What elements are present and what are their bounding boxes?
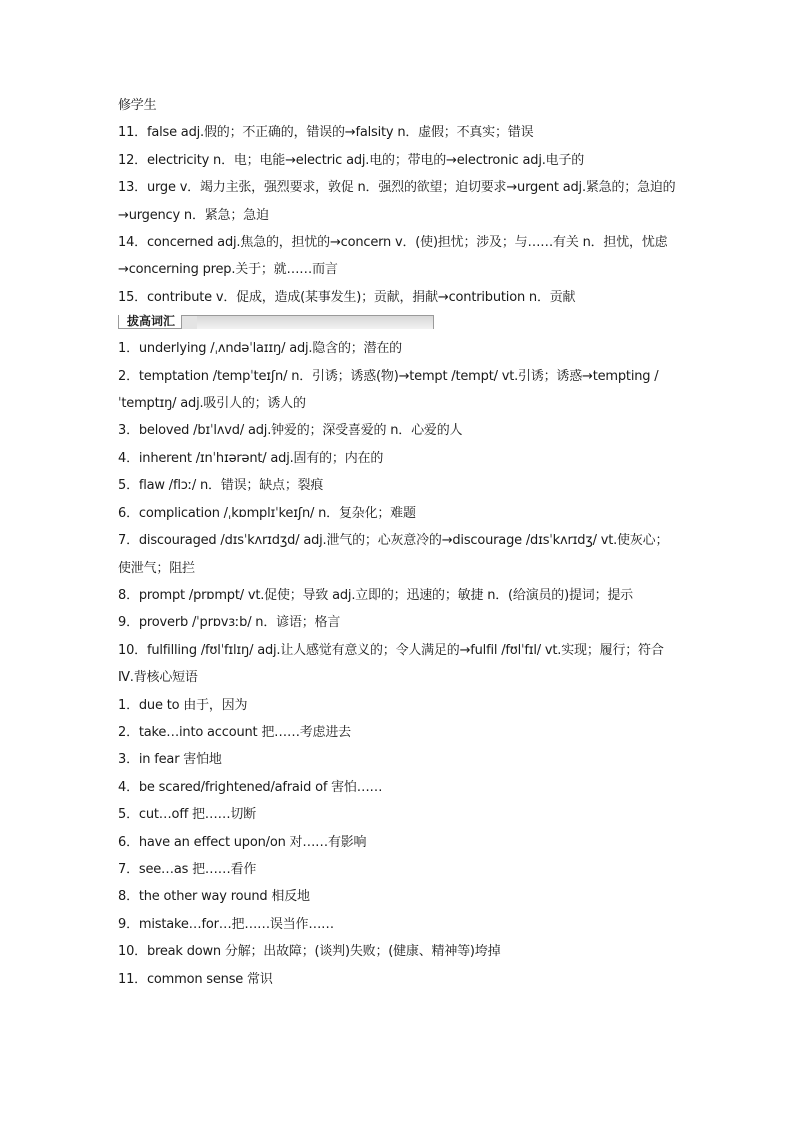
entry-text: common sense 常识	[146, 971, 273, 987]
entry-number: 11．	[118, 971, 147, 987]
entry-text: underlying /ˌʌndəˈlaɪɪŋ/ adj.隐含的；潜在的	[138, 341, 402, 357]
phrase-entry	[118, 856, 678, 883]
entry-number: 12．	[118, 152, 147, 168]
entry-number: 3．	[118, 752, 139, 768]
entry-number: 2．	[118, 368, 139, 384]
document-page	[118, 92, 678, 993]
phrase-entry	[118, 801, 678, 828]
entry-number: 9．	[118, 916, 139, 932]
word-entry	[118, 174, 678, 229]
phrase-entry	[118, 829, 678, 856]
entry-number: 9．	[118, 615, 139, 631]
entry-number: 3．	[118, 423, 139, 439]
entry-text: contribute v．促成，造成(某事发生)；贡献，捐献→contribution n．贡献	[146, 289, 576, 305]
entry-text: discouraged /dɪsˈkʌrɪdʒd/ adj.泄气的；心灰意冷的→discourage /dɪsˈkʌrɪdʒ/ vt.使灰心；使泄气；阻拦	[118, 533, 669, 576]
entry-text: inherent /ɪnˈhɪərənt/ adj.固有的；内在的	[138, 450, 384, 466]
basic-word-list	[118, 119, 678, 311]
entry-text: false adj.假的；不正确的，错误的→falsity n．虚假；不真实；错误	[146, 125, 534, 141]
word-entry	[118, 417, 678, 444]
entry-text: temptation /tempˈteɪʃn/ n．引诱；诱惑(物)→tempt /tempt/ vt.引诱；诱惑→tempting /ˈtemptɪŋ/ adj.吸引人的；诱人的	[118, 368, 659, 412]
section-header-shade	[197, 316, 433, 329]
section-header-box	[118, 315, 434, 329]
intro-text: 修学生	[118, 98, 157, 113]
entry-number: 10．	[118, 642, 147, 658]
word-entry	[118, 119, 678, 146]
entry-number: 14．	[118, 235, 147, 251]
phrase-entry	[118, 774, 678, 801]
entry-number: 8．	[118, 587, 139, 603]
entry-number: 7．	[118, 533, 139, 549]
entry-number: 13．	[118, 180, 147, 196]
entry-number: 6．	[118, 505, 139, 521]
entry-text: electricity n．电；电能→electric adj.电的；带电的→electronic adj.电子的	[146, 152, 585, 168]
entry-text: mistake…for…把……误当作……	[138, 916, 334, 932]
entry-number: 5．	[118, 807, 139, 823]
word-entry	[118, 500, 678, 527]
entry-text: due to 由于，因为	[138, 697, 248, 713]
entry-number: 4．	[118, 450, 139, 466]
entry-number: 10．	[118, 944, 147, 960]
entry-number: 2．	[118, 724, 139, 740]
entry-number: 1．	[118, 341, 139, 357]
entry-text: in fear 害怕地	[138, 752, 222, 768]
phrase-entry	[118, 746, 678, 773]
entry-number: 5．	[118, 478, 139, 494]
entry-text: the other way round 相反地	[138, 889, 310, 905]
phrase-entry	[118, 719, 678, 746]
phrase-entry	[118, 911, 678, 938]
word-entry	[118, 472, 678, 499]
section-title: 拔高词汇	[119, 315, 182, 329]
word-entry	[118, 637, 678, 664]
entry-number: 15．	[118, 289, 147, 305]
word-entry	[118, 335, 678, 362]
entry-number: 6．	[118, 834, 139, 850]
entry-text: concerned adj.焦急的，担忧的→concern v．(使)担忧；涉及；与……有关 n．担忧，忧虑→concerning prep.关于；就……而言	[118, 235, 668, 278]
word-entry	[118, 284, 678, 311]
word-entry	[118, 582, 678, 609]
entry-text: see…as 把……看作	[138, 861, 257, 877]
advanced-word-list	[118, 335, 678, 664]
entry-text: have an effect upon/on 对……有影响	[138, 834, 367, 850]
entry-number: 8．	[118, 889, 139, 905]
entry-text: flaw /flɔː/ n．错误；缺点；裂痕	[138, 478, 324, 494]
entry-number: 1．	[118, 697, 139, 713]
entry-text: be scared/frightened/afraid of 害怕……	[138, 779, 383, 795]
phrases-heading: Ⅳ.背核心短语	[118, 670, 198, 686]
entry-number: 4．	[118, 779, 139, 795]
phrase-entry	[118, 883, 678, 910]
entry-number: 7．	[118, 861, 139, 877]
entry-text: take…into account 把……考虑进去	[138, 724, 351, 740]
word-entry	[118, 527, 678, 582]
entry-text: beloved /bɪˈlʌvd/ adj.钟爱的；深受喜爱的 n．心爱的人	[138, 423, 463, 439]
phrase-entry	[118, 938, 678, 965]
word-entry	[118, 363, 678, 418]
word-entry	[118, 609, 678, 636]
word-entry	[118, 229, 678, 284]
entry-text: urge v．竭力主张，强烈要求，敦促 n．强烈的欲望；迫切要求→urgent adj.紧急的；急迫的→urgency n．紧急；急迫	[118, 180, 676, 223]
entry-text: proverb /ˈprɒvɜːb/ n．谚语；格言	[138, 615, 341, 631]
word-entry	[118, 445, 678, 472]
phrase-entry	[118, 966, 678, 993]
entry-text: prompt /prɒmpt/ vt.促使；导致 adj.立即的；迅速的；敏捷 n．(给演员的)提词；提示	[138, 587, 633, 603]
phrase-list	[118, 692, 678, 993]
entry-text: fulfilling /fʊlˈfɪlɪŋ/ adj.让人感觉有意义的；令人满足的→fulfil /fʊlˈfɪl/ vt.实现；履行；符合	[146, 642, 664, 658]
entry-number: 11．	[118, 125, 147, 141]
entry-text: cut…off 把……切断	[138, 807, 256, 823]
word-entry	[118, 147, 678, 174]
entry-text: break down 分解；出故障；(谈判)失败；(健康、精神等)垮掉	[146, 944, 501, 960]
phrase-entry	[118, 692, 678, 719]
entry-text: complication /ˌkɒmplɪˈkeɪʃn/ n．复杂化；难题	[138, 505, 416, 521]
